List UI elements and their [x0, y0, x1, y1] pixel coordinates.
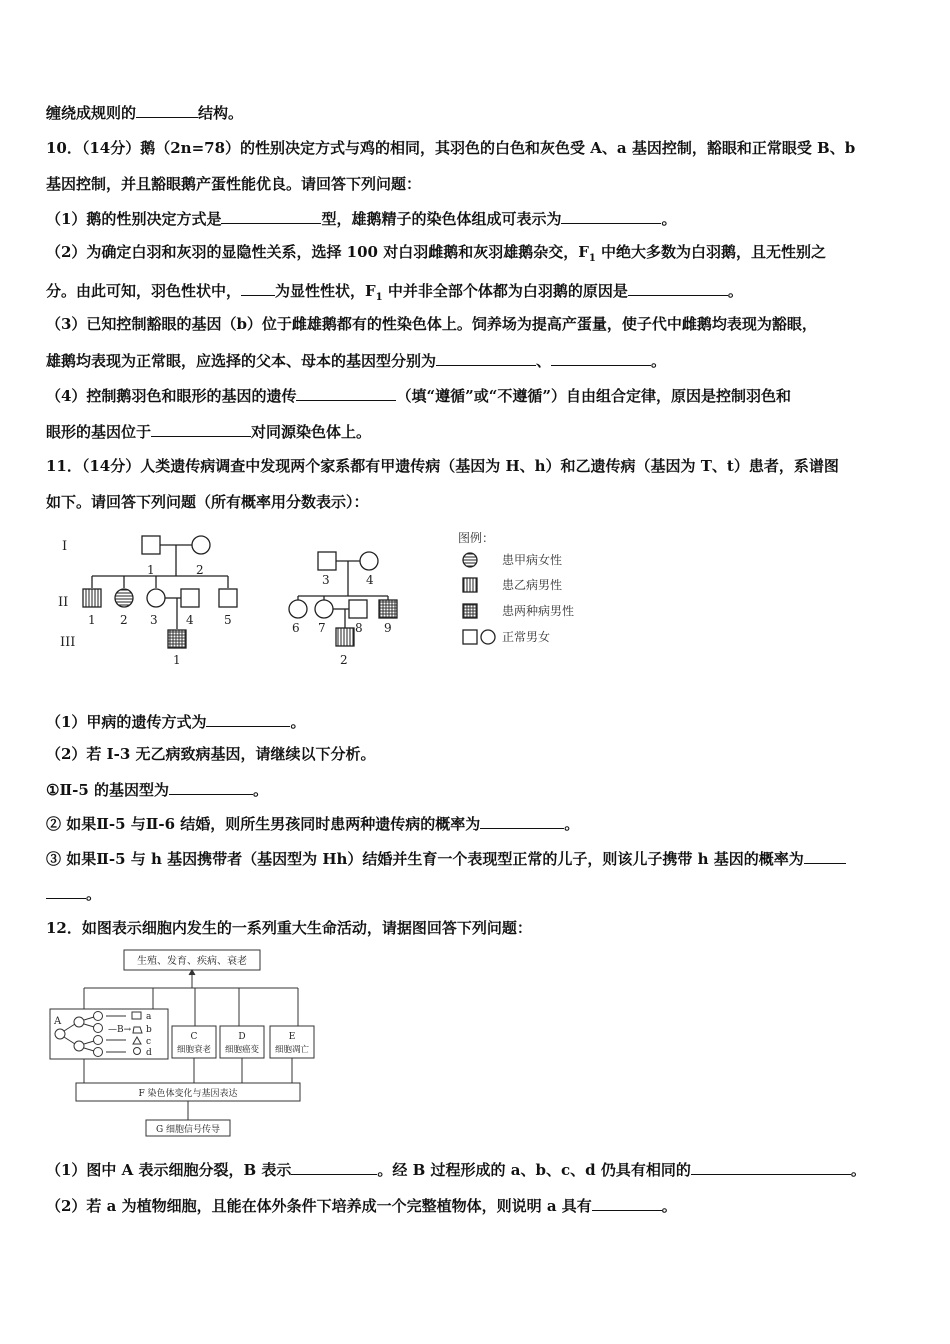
text: 11．（14分）人类遗传病调查中发现两个家系都有甲遗传病（基因为 H、h）和乙遗传病（基因为 T、t）患者，系谱图: [46, 457, 839, 475]
male-normal-symbol: [318, 552, 336, 570]
generation-label: I: [62, 539, 68, 554]
text: 中绝大多数为白羽鹅，且无性别之: [595, 243, 827, 261]
individual-number: 3: [322, 573, 330, 587]
male-both-diseases-symbol: [168, 630, 186, 648]
top-box-label: 生殖、发育、疾病、衰老: [137, 956, 247, 967]
answer-blank[interactable]: [592, 1195, 662, 1211]
answer-blank[interactable]: [151, 421, 251, 437]
female-normal-symbol: [289, 600, 307, 618]
text: （填“遵循”或“不遵循”）自由组合定律，原因是控制羽色和: [396, 387, 791, 405]
legend-label: 正常男女: [502, 630, 551, 644]
text: 。: [850, 1161, 866, 1179]
text: 。: [290, 713, 306, 731]
q10-sub4-line1: [46, 385, 791, 406]
text: 缠绕成规则的: [46, 104, 137, 122]
legend-female-disease-a-symbol: [463, 553, 477, 567]
q11-sub2-2: [46, 813, 579, 834]
text: （1）图中 A 表示细胞分裂，B 表示: [46, 1161, 292, 1179]
subscript: 1: [588, 253, 596, 264]
individual-number: 1: [88, 613, 96, 627]
subscript: 1: [375, 292, 383, 303]
q10-sub3-line1: [46, 314, 817, 334]
text: 结构。: [198, 104, 244, 122]
q10-sub3-line2: [46, 350, 666, 371]
q10-stem-line-1: [46, 138, 855, 158]
text: 。: [252, 781, 268, 799]
box-d-text: 细胞癌变: [224, 1045, 260, 1055]
answer-blank[interactable]: [628, 280, 728, 296]
text: 中并非全部个体都为白羽鹅的原因是: [382, 282, 628, 300]
text: 。经 B 过程形成的 a、b、c、d 仍具有相同的: [377, 1161, 691, 1179]
text: ③ 如果Ⅱ-5 与 h 基因携带者（基因型为 Hh）结婚并生育一个表现型正常的儿子，则该儿子携带 h 基因的概率为: [46, 850, 804, 868]
answer-blank[interactable]: [480, 813, 564, 829]
answer-blank[interactable]: [291, 1159, 377, 1175]
male-normal-symbol: [219, 589, 237, 607]
answer-blank[interactable]: [169, 779, 253, 795]
text: （2）若 a 为植物细胞，且能在体外条件下培养成一个完整植物体，则说明 a 具有: [46, 1197, 592, 1215]
text: 如下。请回答下列问题（所有概率用分数表示）：: [46, 493, 369, 511]
legend-label: 患两种病男性: [502, 604, 575, 618]
answer-blank[interactable]: [241, 280, 275, 296]
text: 对同源染色体上。: [251, 423, 372, 441]
text: 型，雄鹅精子的染色体组成可表示为: [321, 210, 562, 228]
individual-number: 2: [120, 613, 128, 627]
text: ①Ⅱ-5 的基因型为: [46, 781, 169, 799]
male-disease-b-symbol: [83, 589, 101, 607]
q10-sub4-line2: [46, 421, 371, 442]
answer-blank[interactable]: [436, 350, 536, 366]
text: （2）为确定白羽和灰羽的显隐性关系，选择 100 对白羽雌鹅和灰羽雄鹅杂交，F: [46, 243, 589, 261]
text: 雄鹅均表现为正常眼，应选择的父本、母本的基因型分别为: [46, 352, 437, 370]
q11-sub2-1: [46, 779, 268, 800]
female-normal-symbol: [147, 589, 165, 607]
box-g-label: G 细胞信号传导: [155, 1125, 221, 1135]
q11-stem-line-1: [46, 456, 839, 476]
legend-label: 患甲病女性: [502, 553, 563, 567]
text: 。: [651, 352, 667, 370]
male-normal-symbol: [349, 600, 367, 618]
cell-c-label: c: [146, 1037, 152, 1047]
text: 、: [536, 352, 552, 370]
text: （1）鹅的性别决定方式是: [46, 210, 222, 228]
text: （4）控制鹅羽色和眼形的基因的遗传: [46, 387, 297, 405]
answer-blank[interactable]: [551, 350, 651, 366]
cell-d-label: d: [146, 1048, 152, 1058]
female-normal-symbol: [360, 552, 378, 570]
pedigree-figure: [46, 526, 606, 676]
female-normal-symbol: [315, 600, 333, 618]
q12-stem: [46, 918, 532, 938]
individual-number: 3: [150, 613, 158, 627]
text: 为显性性状，F: [275, 282, 376, 300]
text: 。: [661, 1197, 677, 1215]
box-e-text: 细胞凋亡: [274, 1045, 310, 1055]
male-normal-symbol: [142, 536, 160, 554]
answer-blank[interactable]: [691, 1159, 851, 1175]
legend-male-disease-b-symbol: [463, 578, 477, 592]
female-disease-a-symbol: [115, 589, 133, 607]
box-c-letter: C: [190, 1032, 198, 1042]
text: （1）甲病的遗传方式为: [46, 713, 207, 731]
male-both-diseases-symbol: [379, 600, 397, 618]
text: 。: [564, 815, 580, 833]
legend-title: 图例：: [458, 531, 495, 545]
text: （2）若 I-3 无乙病致病基因，请继续以下分析。: [46, 745, 376, 763]
q11-sub2: [46, 744, 376, 764]
q12-sub1: [46, 1159, 866, 1180]
individual-number: 2: [196, 563, 204, 577]
q11-sub1: [46, 711, 305, 732]
box-d-letter: D: [238, 1032, 246, 1042]
process-a-label: A: [54, 1016, 62, 1027]
individual-number: 9: [384, 621, 392, 635]
text: 。: [727, 282, 743, 300]
answer-blank[interactable]: [561, 208, 661, 224]
q10-sub1: [46, 208, 676, 229]
box-c-text: 细胞衰老: [176, 1045, 212, 1055]
q11-sub2-3-cont: [46, 883, 101, 904]
individual-number: 1: [173, 653, 181, 667]
legend-male-both-symbol: [463, 604, 477, 618]
answer-blank[interactable]: [221, 208, 321, 224]
q11-stem-line-2: [46, 492, 369, 512]
text: ② 如果Ⅱ-5 与Ⅱ-6 结婚，则所生男孩同时患两种遗传病的概率为: [46, 815, 481, 833]
generation-label: II: [58, 595, 69, 610]
cell-b-label: b: [146, 1025, 152, 1035]
legend-male-normal-symbol: [463, 630, 477, 644]
text: 基因控制，并且豁眼鹅产蛋性能优良。请回答下列问题：: [46, 175, 422, 193]
cell-activity-diagram: [46, 948, 326, 1138]
female-normal-symbol: [192, 536, 210, 554]
q10-sub2-line1: [46, 242, 826, 269]
male-normal-symbol: [181, 589, 199, 607]
text: 10．（14分）鹅（2n=78）的性别决定方式与鸡的相同，其羽色的白色和灰色受 A、a 基因控制，豁眼和正常眼受 B、b: [46, 139, 856, 157]
text: 12．如图表示细胞内发生的一系列重大生命活动，请据图回答下列问题：: [46, 919, 532, 937]
process-b-label: —B→: [108, 1025, 132, 1035]
text: （3）已知控制豁眼的基因（b）位于雌雄鹅都有的性染色体上。饲养场为提高产蛋量，使子代中雌鹅均表现为豁眼，: [46, 315, 817, 333]
q11-sub2-3: [46, 848, 846, 869]
individual-number: 7: [318, 621, 326, 635]
answer-blank[interactable]: [136, 102, 198, 118]
box-f-label: F 染色体变化与基因表达: [138, 1089, 238, 1099]
individual-number: 1: [147, 563, 155, 577]
individual-number: 2: [340, 653, 348, 667]
text: 。: [86, 885, 102, 903]
text: 分。由此可知，羽色性状中，: [46, 282, 242, 300]
male-disease-b-symbol: [336, 628, 354, 646]
box-e-letter: E: [288, 1032, 296, 1042]
answer-blank[interactable]: [296, 385, 396, 401]
individual-number: 4: [186, 613, 194, 627]
generation-label: III: [60, 635, 76, 650]
text: 。: [661, 210, 677, 228]
individual-number: 8: [355, 621, 363, 635]
individual-number: 5: [224, 613, 232, 627]
individual-number: 4: [366, 573, 374, 587]
cell-a-label: a: [146, 1012, 152, 1022]
q12-sub2: [46, 1195, 677, 1216]
q10-stem-line-2: [46, 174, 421, 194]
legend-female-normal-symbol: [481, 630, 495, 644]
q9-tail-line: [46, 102, 243, 123]
individual-number: 6: [292, 621, 300, 635]
answer-blank[interactable]: [46, 883, 86, 899]
answer-blank[interactable]: [804, 848, 846, 864]
legend-label: 患乙病男性: [502, 578, 563, 592]
answer-blank[interactable]: [206, 711, 290, 727]
q10-sub2-line2: [46, 280, 743, 308]
text: 眼形的基因位于: [46, 423, 152, 441]
